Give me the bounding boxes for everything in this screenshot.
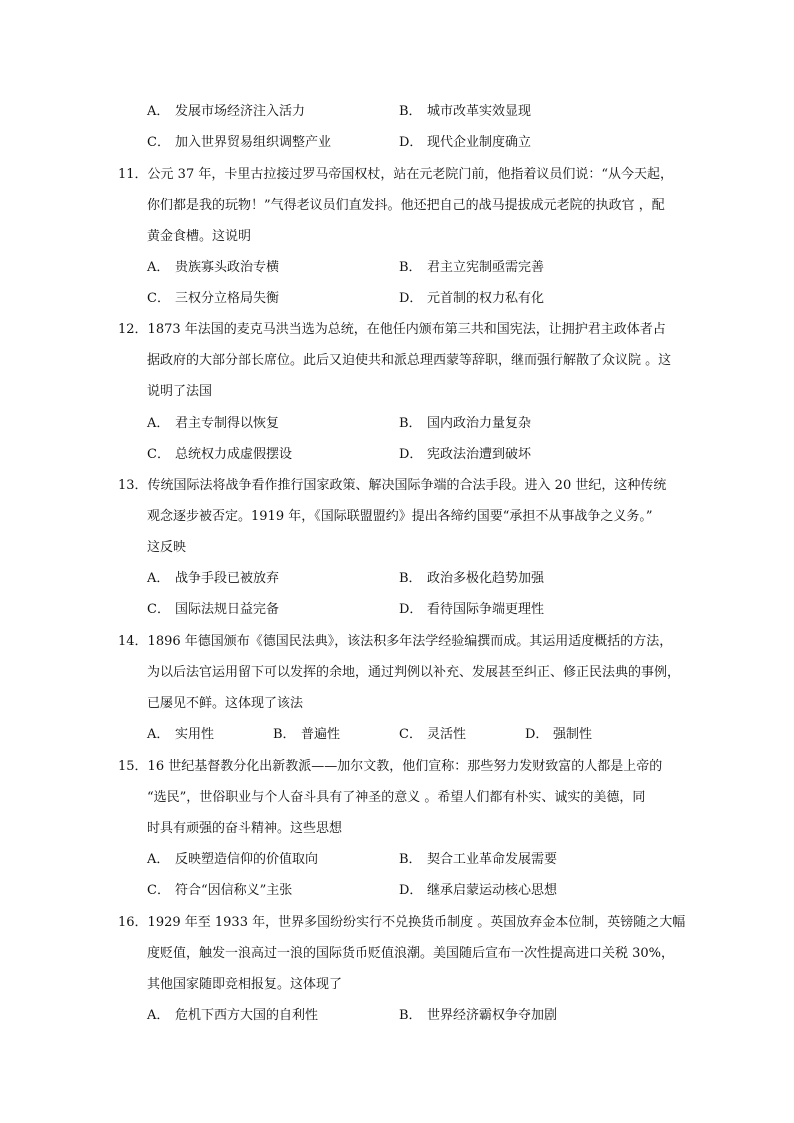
option-text: 危机下西方大国的自利性: [175, 1008, 319, 1023]
option-label: A．: [147, 727, 170, 742]
option-text: 世界经济霸权争夺加剧: [427, 1008, 558, 1023]
option-label: C．: [147, 291, 170, 306]
option-label: B．: [399, 571, 422, 586]
q11-option-a: [147, 260, 279, 276]
option-label: A．: [147, 104, 170, 119]
q14-option-a: [147, 727, 214, 743]
q11-stem-line-2: 你们都是我的玩物！”气得老议员们直发抖。他还把自己的战马提拔成元老院的执政官 ，配: [147, 198, 665, 213]
option-text: 宪政法治遭到破坏: [427, 447, 532, 462]
option-label: A．: [147, 416, 170, 431]
option-text: 国内政治力量复杂: [427, 416, 532, 431]
option-text: 普遍性: [301, 727, 341, 742]
q14-stem-line-3: 已屡见不鲜。这体现了该法: [147, 696, 304, 711]
q13-stem-line-3: 这反映: [147, 540, 187, 555]
q16-stem-line-1: 16．1929 年至 1933 年，世界多国纷纷实行不兑换货币制度 。英国放弃金本位制，英镑随之大幅: [118, 915, 686, 930]
q15-option-d: [399, 883, 557, 899]
q12-stem-line-3: 说明了法国: [147, 384, 213, 399]
q16-option-a: [147, 1008, 318, 1024]
option-text: 发展市场经济注入活力: [175, 104, 306, 119]
q13-stem-line-1: 13．传统国际法将战争看作推行国家政策、解决国际争端的合法手段。进入 20 世纪，这种传统: [118, 478, 667, 493]
q12-stem-line-2: 据政府的大部分部长席位。此后又迫使共和派总理西蒙等辞职，继而强行解散了众议院 。这: [147, 353, 672, 368]
option-label: D．: [399, 291, 423, 306]
option-text: 看待国际争端更理性: [427, 602, 545, 617]
q15-option-c: [147, 883, 292, 899]
option-label: B．: [399, 1008, 422, 1023]
q16-stem-line-3: 其他国家随即竞相报复。这体现了: [147, 977, 343, 992]
option-text: 加入世界贸易组织调整产业: [175, 135, 332, 150]
option-label: B．: [399, 416, 422, 431]
option-text: 实用性: [175, 727, 215, 742]
q13-stem-line-2: 观念逐步被否定。1919 年，《国际联盟盟约》提出各缔约国要“承担不从事战争之义务。”: [147, 509, 653, 524]
q12-option-a: [147, 416, 279, 432]
q10-option-b: [399, 104, 531, 120]
option-label: D．: [399, 883, 423, 898]
q15-stem-line-1: 15．16 世纪基督教分化出新教派——加尔文教，他们宣称：那些努力发财致富的人都是上帝的: [118, 759, 663, 774]
q15-option-a: [147, 852, 318, 868]
q14-stem-line-2: 为以后法官运用留下可以发挥的余地，通过判例以补充、发展甚至纠正、修正民法典的事例，: [147, 665, 681, 680]
option-label: D．: [525, 727, 549, 742]
option-label: B．: [273, 727, 296, 742]
q12-stem-line-1: 12．1873 年法国的麦克马洪当选为总统，在他任内颁布第三共和国宪法，让拥护君主政体者占: [118, 322, 666, 337]
option-label: A．: [147, 260, 170, 275]
option-text: 总统权力成虚假摆设: [175, 447, 293, 462]
option-label: A．: [147, 1008, 170, 1023]
option-text: 灵活性: [427, 727, 467, 742]
q13-option-c: [147, 602, 279, 618]
option-label: D．: [399, 447, 423, 462]
option-label: D．: [399, 602, 423, 617]
q16-option-b: [399, 1008, 557, 1024]
option-text: 贵族寡头政治专横: [175, 260, 280, 275]
option-label: C．: [399, 727, 422, 742]
q13-option-d: [399, 602, 544, 618]
option-text: 契合工业革命发展需要: [427, 852, 558, 867]
option-text: 战争手段已被放弃: [175, 571, 280, 586]
q13-option-b: [399, 571, 544, 587]
q11-stem-line-3: 黄金食槽。这说明: [147, 229, 252, 244]
q11-stem-line-1: 11．公元 37 年，卡里古拉接过罗马帝国权杖，站在元老院门前，他指着议员们说：“从今天起，: [118, 167, 673, 182]
q15-option-b: [399, 852, 557, 868]
option-text: 城市改革实效显现: [427, 104, 532, 119]
option-text: 三权分立格局失衡: [175, 291, 280, 306]
option-text: 强制性: [553, 727, 593, 742]
option-label: C．: [147, 135, 170, 150]
q15-stem-line-2: “选民”，世俗职业与个人奋斗具有了神圣的意义 。希望人们都有朴实、诚实的美德，同: [147, 790, 646, 805]
q10-option-a: [147, 104, 305, 120]
q16-stem-line-2: 度贬值，触发一浪高过一浪的国际货币贬值浪潮。美国随后宣布一次性提高进口关税 30%，: [147, 946, 675, 961]
option-text: 政治多极化趋势加强: [427, 571, 545, 586]
q10-option-d: [399, 135, 531, 151]
option-text: 国际法规日益完备: [175, 602, 280, 617]
q11-option-d: [399, 291, 544, 307]
option-text: 现代企业制度确立: [427, 135, 532, 150]
option-label: A．: [147, 571, 170, 586]
option-label: B．: [399, 852, 422, 867]
q11-option-c: [147, 291, 279, 307]
q15-stem-line-3: 时具有顽强的奋斗精神。这些思想: [147, 821, 343, 836]
q12-option-d: [399, 447, 531, 463]
q12-option-b: [399, 416, 531, 432]
option-text: 君主专制得以恢复: [175, 416, 280, 431]
option-label: B．: [399, 260, 422, 275]
q13-option-a: [147, 571, 279, 587]
q11-option-b: [399, 260, 544, 276]
q14-option-b: [273, 727, 340, 743]
option-text: 符合“因信称义”主张: [175, 883, 293, 898]
option-text: 元首制的权力私有化: [427, 291, 545, 306]
q14-option-c: [399, 727, 466, 743]
option-label: D．: [399, 135, 423, 150]
option-text: 继承启蒙运动核心思想: [427, 883, 558, 898]
option-label: C．: [147, 602, 170, 617]
q12-option-c: [147, 447, 292, 463]
q14-stem-line-1: 14．1896 年德国颁布《德国民法典》，该法积多年法学经验编撰而成。其运用适度概括的方法，: [118, 634, 673, 649]
option-label: A．: [147, 852, 170, 867]
option-label: C．: [147, 447, 170, 462]
q10-option-c: [147, 135, 331, 151]
option-text: 君主立宪制亟需完善: [427, 260, 545, 275]
option-label: C．: [147, 883, 170, 898]
option-label: B．: [399, 104, 422, 119]
option-text: 反映塑造信仰的价值取向: [175, 852, 319, 867]
q14-option-d: [525, 727, 592, 743]
